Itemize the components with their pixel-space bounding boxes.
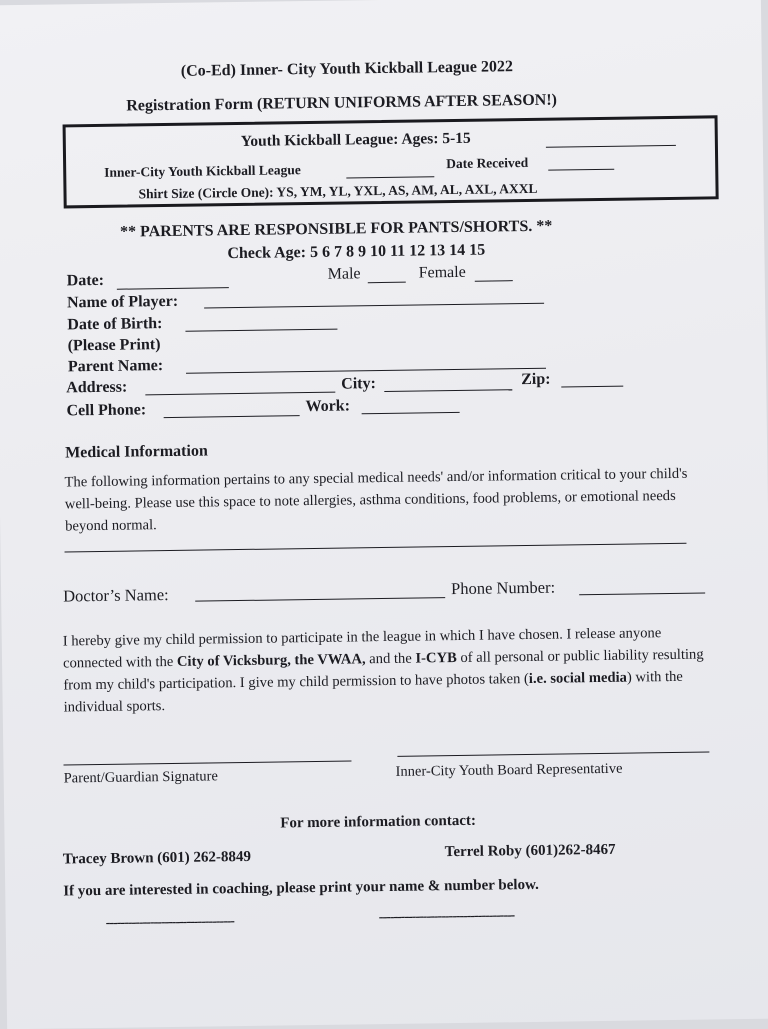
coaching-prompt: If you are interested in coaching, please print your name & number below. [63, 876, 539, 900]
zip-line[interactable] [561, 385, 623, 388]
date-label: Date: [66, 271, 105, 290]
city-label: City: [341, 375, 376, 393]
contact-person-1: Tracey Brown (601) 262-8849 [62, 848, 252, 868]
contact-person-2: Terrel Roby (601)262-8467 [444, 841, 616, 861]
permission-part-4: ) with the individual sports. [63, 668, 683, 716]
city-line[interactable] [384, 388, 512, 392]
coaching-dash-line-2[interactable]: ------------------------------------- [378, 908, 515, 926]
league-line[interactable] [346, 175, 434, 178]
contact-heading: For more information contact: [280, 812, 477, 832]
date-of-birth-label: Date of Birth: [67, 315, 163, 334]
coaching-dash-line-1[interactable]: ----------------------------------- [105, 914, 234, 931]
male-line[interactable] [368, 281, 406, 284]
doctor-phone-line[interactable] [579, 592, 705, 596]
doctor-phone-label: Phone Number: [450, 577, 556, 599]
representative-signature-line[interactable] [397, 750, 709, 756]
male-label: Male [327, 265, 361, 283]
address-label: Address: [66, 378, 128, 397]
parent-name-line[interactable] [186, 367, 546, 374]
league-label: Inner-City Youth Kickball League [104, 162, 301, 180]
shirt-size-label: Shirt Size (Circle One): YS, YM, YL, YXL, AS, AM, AL, AXL, AXXL [138, 180, 538, 202]
female-line[interactable] [475, 279, 513, 282]
date-of-birth-line[interactable] [185, 328, 337, 332]
parents-notice: ** PARENTS ARE RESPONSIBLE FOR PANTS/SHORTS. ** [119, 217, 553, 241]
ages-label: Youth Kickball League: Ages: 5-15 [240, 129, 471, 150]
form-title: (Co-Ed) Inner- City Youth Kickball League 2022 [180, 58, 514, 80]
permission-part-3: of all personal or public liability resulting from my child's participation. I give my child permission to have photos taken ( [63, 646, 704, 694]
permission-text [63, 621, 712, 718]
work-label: Work: [305, 397, 351, 416]
doctor-name-label: Doctor’s Name: [63, 585, 169, 606]
date-received-line[interactable] [548, 168, 614, 171]
office-use-box [63, 115, 719, 208]
parent-signature-label: Parent/Guardian Signature [63, 768, 219, 787]
parent-name-label: Parent Name: [67, 357, 164, 376]
cell-phone-label: Cell Phone: [66, 401, 147, 420]
name-of-player-line[interactable] [204, 302, 544, 309]
cell-phone-line[interactable] [164, 414, 300, 418]
name-of-player-label: Name of Player: [66, 292, 179, 312]
please-print-label: (Please Print) [67, 336, 161, 355]
doctor-name-line[interactable] [195, 596, 445, 601]
permission-part-1: I hereby give my child permission to participate in the league in which I have chosen. I release anyone connected with the [62, 625, 662, 672]
permission-bold-3: i.e. social media [528, 669, 628, 687]
medical-line[interactable] [65, 542, 687, 553]
check-age: Check Age: 5 6 7 8 9 10 11 12 13 14 15 [227, 241, 486, 263]
female-label: Female [418, 263, 466, 282]
zip-label: Zip: [521, 370, 551, 389]
parent-signature-line[interactable] [63, 759, 351, 765]
representative-signature-label: Inner-City Youth Board Representative [395, 760, 623, 780]
ages-line[interactable] [546, 144, 676, 148]
date-line[interactable] [117, 286, 229, 290]
permission-part-2: and the [365, 650, 416, 668]
address-line[interactable] [145, 391, 335, 396]
date-received-label: Date Received [446, 154, 529, 172]
permission-bold-1: City of Vicksburg, the VWAA, [176, 651, 366, 670]
form-subtitle: Registration Form (RETURN UNIFORMS AFTER SEASON!) [126, 91, 558, 115]
permission-bold-2: I-CYB [415, 649, 457, 667]
work-line[interactable] [362, 411, 460, 414]
medical-text: The following information pertains to any special medical needs' and/or information critical to your child's well-being. Please use this space to note allergies, asthma conditions, food problems, or emotional needs beyond normal. [64, 465, 688, 535]
medical-heading: Medical Information [65, 442, 208, 462]
